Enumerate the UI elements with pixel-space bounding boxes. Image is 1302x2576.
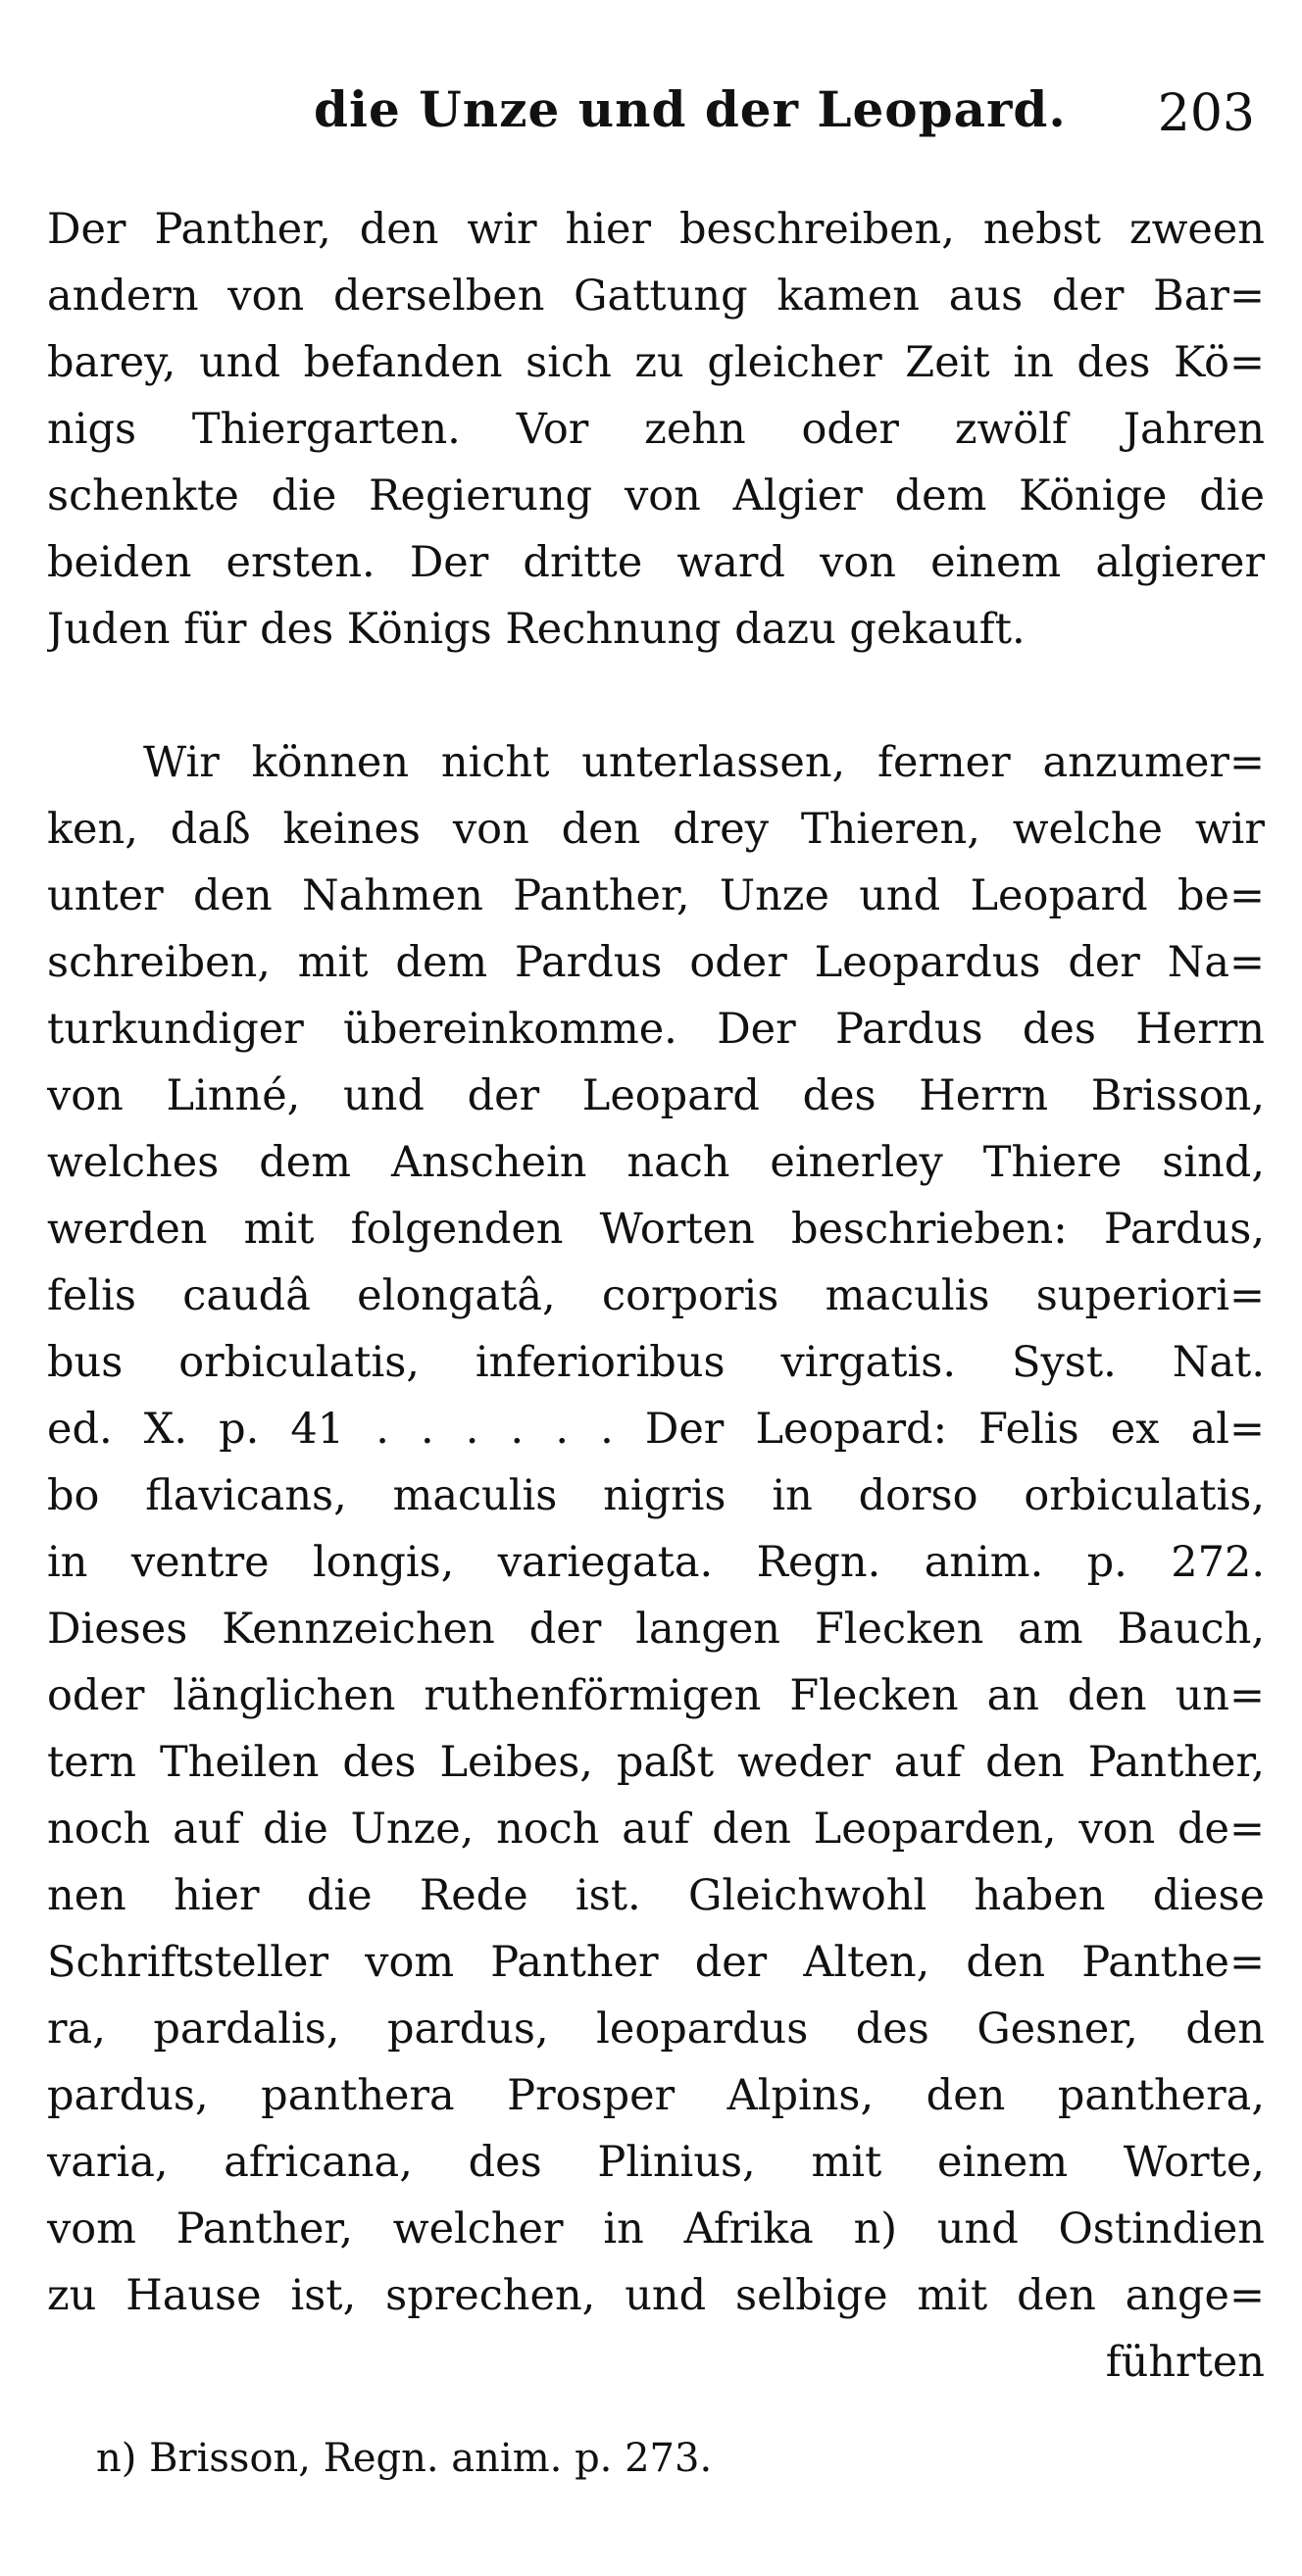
text-line: schenkte die Regierung von Algier dem Könige die [47,471,1265,520]
text-line: werden mit folgenden Worten beschrieben: Pardus, [47,1205,1265,1254]
text-line: tern Theilen des Leibes, paßt weder auf den Panther, [47,1738,1265,1787]
catchword: führten [1105,2338,1265,2387]
page-header [314,80,1255,159]
text-line: andern von derselben Gattung kamen aus der Bar= [47,272,1265,321]
text-line: in ventre longis, variegata. Regn. anim. p. 272. [47,1538,1265,1587]
text-line: unter den Nahmen Panther, Unze und Leopard be= [47,871,1265,920]
text-line: bus orbiculatis, inferioribus virgatis. Syst. Nat. [47,1338,1265,1387]
page-number: 203 [1157,84,1255,143]
text-line: nen hier die Rede ist. Gleichwohl haben diese [47,1871,1265,1920]
text-line: vom Panther, welcher in Afrika n) und Ostindien [47,2204,1265,2254]
text-line: zu Hause ist, sprechen, und selbige mit den ange= [47,2271,1265,2320]
text-line: ed. X. p. 41 . . . . . . Der Leopard: Felis ex al= [47,1405,1265,1454]
text-line: Der Panther, den wir hier beschreiben, nebst zween [47,205,1265,254]
text-line: von Linné, und der Leopard des Herrn Brisson, [47,1071,1265,1120]
text-line: Dieses Kennzeichen der langen Flecken am Bauch, [47,1605,1265,1654]
running-title: die Unze und der Leopard. [314,80,1067,138]
footnote: n) Brisson, Regn. anim. p. 273. [96,2436,713,2481]
text-line: nigs Thiergarten. Vor zehn oder zwölf Jahren [47,405,1265,454]
text-line: schreiben, mit dem Pardus oder Leopardus der Na= [47,938,1265,987]
text-line: ra, pardalis, pardus, leopardus des Gesner, den [47,2005,1265,2054]
text-line: beiden ersten. Der dritte ward von einem algierer [47,538,1265,587]
text-line: turkundiger übereinkomme. Der Pardus des Herrn [47,1005,1265,1054]
text-line: Juden für des Königs Rechnung dazu gekauft. [47,605,1026,654]
text-line: ken, daß keines von den drey Thieren, welche wir [47,805,1265,854]
text-line: varia, africana, des Plinius, mit einem Worte, [47,2138,1265,2187]
text-line: barey, und befanden sich zu gleicher Zeit in des Kö= [47,338,1265,387]
text-line: felis caudâ elongatâ, corporis maculis superiori= [47,1271,1265,1320]
text-line: welches dem Anschein nach einerley Thiere sind, [47,1138,1265,1187]
text-line: pardus, panthera Prosper Alpins, den panthera, [47,2071,1265,2120]
body-text [47,196,1265,2396]
text-line: noch auf die Unze, noch auf den Leoparden, von de= [47,1805,1265,1854]
text-line: oder länglichen ruthenförmigen Flecken an den un= [47,1671,1265,1720]
text-line: Schriftsteller vom Panther der Alten, den Panthe= [47,1938,1265,1987]
text-line: Wir können nicht unterlassen, ferner anzumer= [143,738,1265,787]
text-line: bo flavicans, maculis nigris in dorso orbiculatis, [47,1471,1265,1520]
paragraph-gap [47,663,1265,729]
